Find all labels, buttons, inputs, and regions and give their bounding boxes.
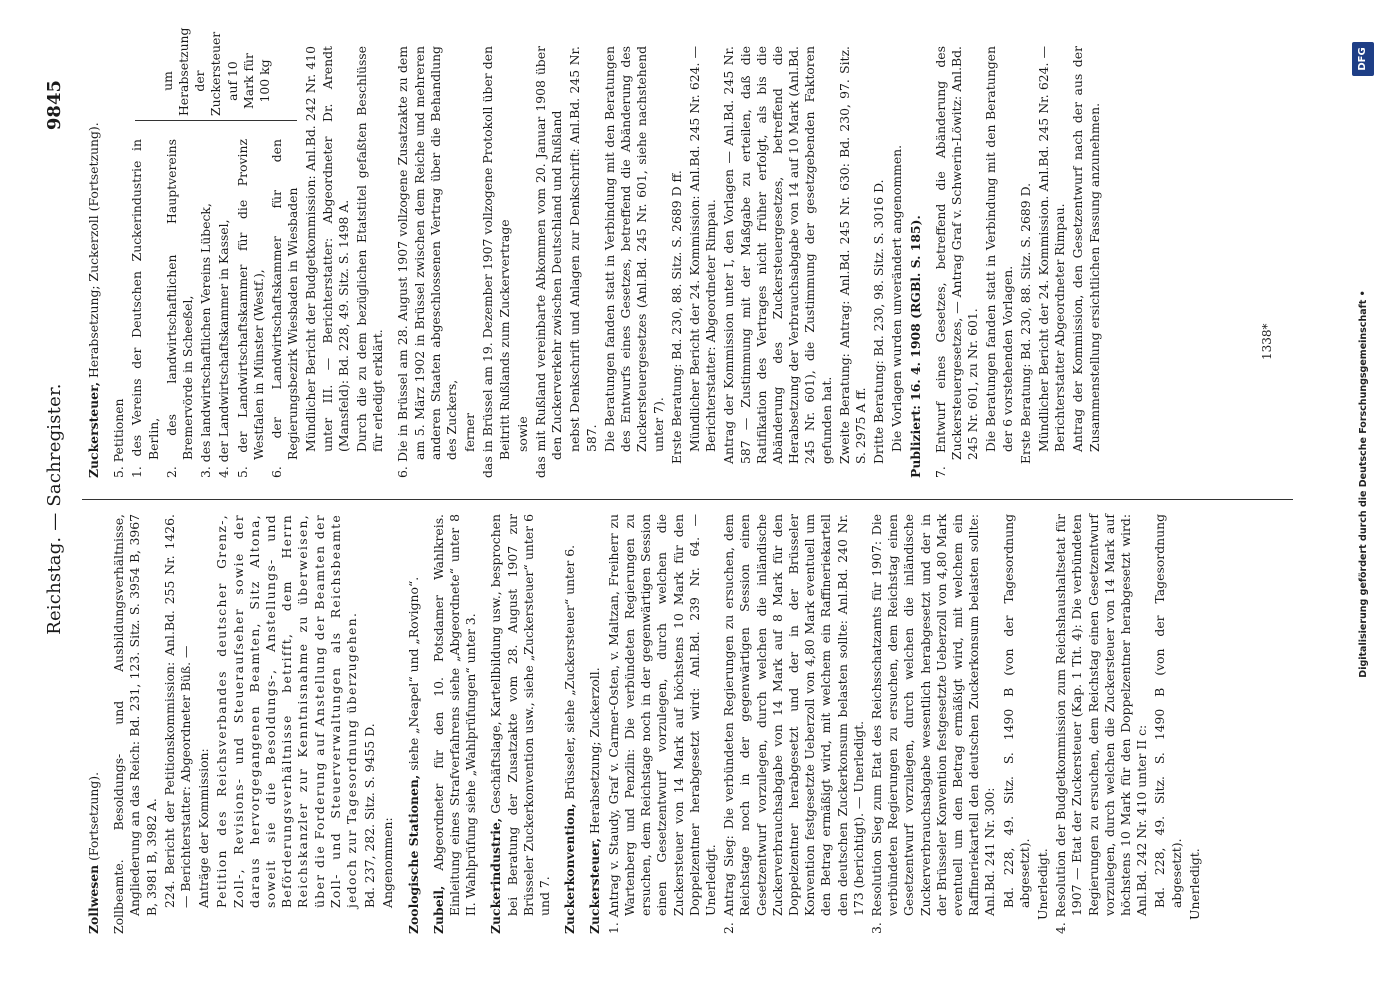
entry-zuckerkonvention: Zuckerkonvention, Brüsseler, siehe „Zuckersteuer“ unter 6. — [562, 544, 578, 934]
list-item: 1. Antrag v. Staudy, Graf v. Carmer-Osten, v. Maltzan, Freiherr zu Wartenberg und Penzlin: Die verbündeten Regierungen zu ersuchen, dem Reichstage noch in der gegenwärtigen Session einen Gesetzentwurf vorzulegen, durch welchen die Zuckersteuer von 14 Mark auf höchstens 10 Mark für den Doppelzentner herabgesetzt wird: Anl.Bd. 239 Nr. 64. — Unerledigt. — [605, 514, 718, 934]
list-item: das mit Rußland vereinbarte Abkommen vom 20. Januar 1908 über den Zuckerverkehr zwischen Deutschland und Rußland — [533, 46, 565, 478]
entry-text: 224. Bericht der Petitionskommission: Anl.Bd. 255 Nr. 1426. — Berichterstatter: Abgeordneter Büß. — — [161, 514, 194, 908]
list-item: Mündlicher Bericht der Budgetkommission: Anl.Bd. 242 Nr. 410 unter III. — Berichterstatter: Abgeordneter Dr. Arendt (Mansfeld): Bd. 228, 49. Sitz. S. 1498 A. — [303, 46, 351, 452]
list-item: Erste Beratung: Bd. 230, 88. Sitz. S. 2689 D ff. — [668, 170, 684, 464]
list-item: Unerledigt. — [1034, 848, 1050, 920]
right-column — [86, 27, 1105, 478]
entry-text: Petition des Reichsverbandes deutscher Grenz-, Zoll-, Revisions- und Steueraufseher sowie der daraus hervorgegangenen Beamten, Sitz Altona, soweit sie die Besoldungs-, Anstellungs- und Beförderungsverhältnisse betrifft, dem Herrn Reichskanzler zur Kenntnisnahme zu überweisen, über die Forderung auf Anstellung der Beamten der Zoll- und Steuerverwaltungen als Reichsbeamte jedoch zur Tagesordnung überzugehen. — [214, 514, 360, 908]
entry-text: Bd. 237, 282. Sitz. S. 9455 D. — [362, 723, 378, 908]
list-item: Bd. 228, 49. Sitz. S. 1490 B (von der Tagesordnung abgesetzt). — [1152, 514, 1184, 908]
list-item: Bd. 228, 49. Sitz. S. 1490 B (von der Tagesordnung abgesetzt). — [1000, 514, 1032, 908]
entry-zubeil: Zubeil, Abgeordneter für den 10. Potsdamer Wahlkreis. Einleitung eines Strafverfahrens siehe „Abgeordnete“ unter 8 II. Wahlprüfung siehe „Wahlprüfungen“ unter 3. — [430, 514, 479, 934]
list-item: 7. Entwurf eines Gesetzes, betreffend die Abänderung des Zuckersteuergesetzes, — Antrag Graf v. Schwerin-Löwitz: Anl.Bd. 245 Nr. 601, zu Nr. 601. — [932, 46, 981, 478]
entry-text: Anträge der Kommission: — [196, 748, 212, 908]
list-item: Durch die zu dem bezüglichen Etatstitel gefaßten Beschlüsse für erledigt erklärt. — [354, 46, 386, 452]
list-item: Zweite Beratung: Antrag: Anl.Bd. 245 Nr. 630: Bd. 230, 97. Sitz. S. 2975 A ff. — [836, 46, 868, 464]
brace — [135, 120, 297, 135]
list-item: Mündlicher Bericht der 24. Kommission. Anl.Bd. 245 Nr. 624. — Berichterstatter Abgeordneter Rimpau. — [1035, 46, 1068, 452]
list-item: das in Brüssel am 19. Dezember 1907 vollzogene Protokoll über den Beitritt Rußlands zum Zuckervertrage — [480, 46, 512, 478]
column-divider — [82, 499, 1293, 500]
section-heading: Zuckersteuer, Herabsetzung; Zuckerzoll (Fortsetzung). — [86, 122, 101, 478]
entry-zuckersteuer: Zuckersteuer, Herabsetzung; Zuckerzoll. — [587, 667, 603, 934]
petition-item: 3. des landwirtschaftlichen Vereins Lübeck, — [198, 203, 214, 478]
list-item: Publiziert: 16. 4. 1908 (RGBl. S. 185). — [907, 215, 923, 478]
digitization-notice — [1346, 40, 1380, 880]
list-item: nebst Denkschrift und Anlagen zur Denkschrift: Anl.Bd. 245 Nr. 587. — [567, 46, 599, 452]
dfg-logo: DFG — [1352, 42, 1374, 76]
list-item: Unerledigt. — [1186, 848, 1202, 920]
petition-item: 2. des landwirtschaftlichen Hauptvereins Bremervörde in Scheeßel, — [163, 139, 196, 478]
printer-signature: 1338* — [1260, 323, 1274, 360]
list-item: Antrag der Kommission, den Gesetzentwurf nach der aus der Zusammenstellung ersichtlichen Fassung anzunehmen. — [1070, 46, 1102, 452]
entry-zoologische: Zoologische Stationen, siehe „Neapel“ und „Rovigno“. — [405, 576, 421, 934]
petition-item: 4. der Landwirtschaftskammer in Kassel, — [216, 219, 232, 478]
page-number: 9845 — [44, 80, 65, 131]
list-item: ferner — [462, 412, 478, 452]
list-item: Die Vorlagen wurden unverändert angenommen. — [889, 144, 905, 452]
page-header — [44, 80, 74, 938]
petition-subject: um Herabsetzung der Zuckersteuer auf 10 Mark für 100 kg — [159, 27, 272, 116]
petition-item: 5. der Landwirtschaftskammer für die Provinz Westfalen in Münster (Westf.), — [234, 139, 266, 478]
section-heading: Zollwesen (Fortsetzung). — [86, 771, 101, 934]
entry-zollbeamte: Zollbeamte. Besoldungs- und Ausbildungsverhältnisse, Angliederung an das Reich: Bd. 231, 123. Sitz. S. 3954 B, 3967 B, 3981 B, 3982 A. — [111, 514, 159, 934]
list-item: Die Beratungen fanden statt in Verbindung mit den Beratungen der 6 vorstehenden Vorlagen. — [983, 46, 1015, 452]
list-item: 3. Resolution Sieg zum Etat des Reichsschatzamts für 1907: Die verbündeten Regierungen zu ersuchen, dem Reichstag einen Gesetzentwurf vorzulegen, durch welchen die inländische Zuckerverbrauchsabgabe wesentlich herabgesetzt und der in der Brüsseler Konvention festgesetzte Ueberzoll von 4,80 Mark eventuell um den Betrag ermäßigt wird, mit welchem ein Raffineriekartell den deutschen Zuckerkonsum belasten sollte: Anl.Bd. 241 Nr. 300: — [868, 514, 998, 934]
list-item: Mündlicher Bericht der 24. Kommission: Anl.Bd. 245 Nr. 624. — Berichterstatter: Abgeordneter Rimpau. — [686, 46, 719, 452]
list-item: Dritte Beratung: Bd. 230, 98. Sitz. S. 3016 D. — [871, 179, 887, 464]
entry-text: Angenommen: — [380, 817, 396, 908]
entry-zuckerindustrie: Zuckerindustrie, Geschäftslage, Kartellbildung usw., besprochen bei Beratung der Zusatzakte vom 28. August 1907 zur Brüsseler Zuckerkonvention usw., siehe „Zuckersteuer“ unter 6 und 7. — [488, 514, 553, 934]
funding-notice: Digitalisierung gefördert durch die Deutsche Forschungsgemeinschaft • — [1358, 290, 1369, 678]
running-title: Reichstag. — Sachregister. — [44, 383, 65, 635]
list-item: sowie — [514, 416, 530, 452]
list-item: 2. Antrag Sieg: Die verbündeten Regierungen zu ersuchen, dem Reichstage noch in der gegenwärtigen Session einen Gesetzentwurf vorzulegen, durch welchen die inländische Zuckerverbrauchsabgabe von 14 Mark auf 8 Mark für den Doppelzentner herabgesetzt und der in der Brüsseler Konvention festgesetzte Ueberzoll von 4,80 Mark eventuell um den Betrag ermäßigt wird, mit welchem ein Raffineriekartell den deutschen Zuckerkonsum belasten sollte: Anl.Bd. 240 Nr. 173 (berichtigt). — Unerledigt. — [721, 514, 866, 934]
list-item: Die Beratungen fanden statt in Verbindung mit den Beratungen des Entwurfs eines Gesetzes, betreffend die Abänderung des Zuckersteuergesetzes (Anl.Bd. 245 Nr. 601, siehe nachstehend unter 7). — [601, 46, 666, 452]
list-item: Erste Beratung: Bd. 230, 88. Sitz. S. 2689 D. — [1017, 182, 1033, 464]
petition-item: 1. des Vereins der Deutschen Zuckerindustrie in Berlin, — [129, 139, 161, 478]
petition-group — [129, 27, 303, 478]
left-column — [86, 514, 1205, 934]
list-item: Antrag der Kommission unter I, den Vorlagen — Anl.Bd. 245 Nr. 587 — Zustimmung mit der Maßgabe zu erteilen, daß die Ratifikation des Vertrages nicht früher erfolgt, als bis die Abänderung des Zuckersteuergesetzes, betreffend die Herabsetzung der Verbrauchsabgabe von 14 auf 10 Mark (Anl.Bd. 245 Nr. 601), die Zustimmung der gesetzgebenden Faktoren gefunden hat. — [721, 46, 834, 464]
list-item: 4. Resolution der Budgetkommission zum Reichshaushaltsetat für 1907 — Etat der Zuckersteuer (Kap. 1 Tit. 4): Die verbündeten Regierungen zu ersuchen, dem Reichstag einen Gesetzentwurf vorzulegen, durch welchen die Zuckersteuer von 14 Mark auf höchstens 10 Mark für den Doppelzentner herabgesetzt wird: Anl.Bd. 242 Nr. 410 unter II c: — [1053, 514, 1150, 934]
petition-item: 6. der Landwirtschaftskammer für den Regierungsbezirk Wiesbaden in Wiesbaden — [269, 139, 301, 478]
list-item: 6. Die in Brüssel am 28. August 1907 vollzogene Zusatzakte zu dem am 5. März 1902 in Brüssel zwischen dem Reiche und mehreren anderen Staaten abgeschlossenen Vertrag über die Behandlung des Zuckers, — [395, 46, 460, 478]
list-item: 5. Petitionen — [111, 398, 127, 478]
